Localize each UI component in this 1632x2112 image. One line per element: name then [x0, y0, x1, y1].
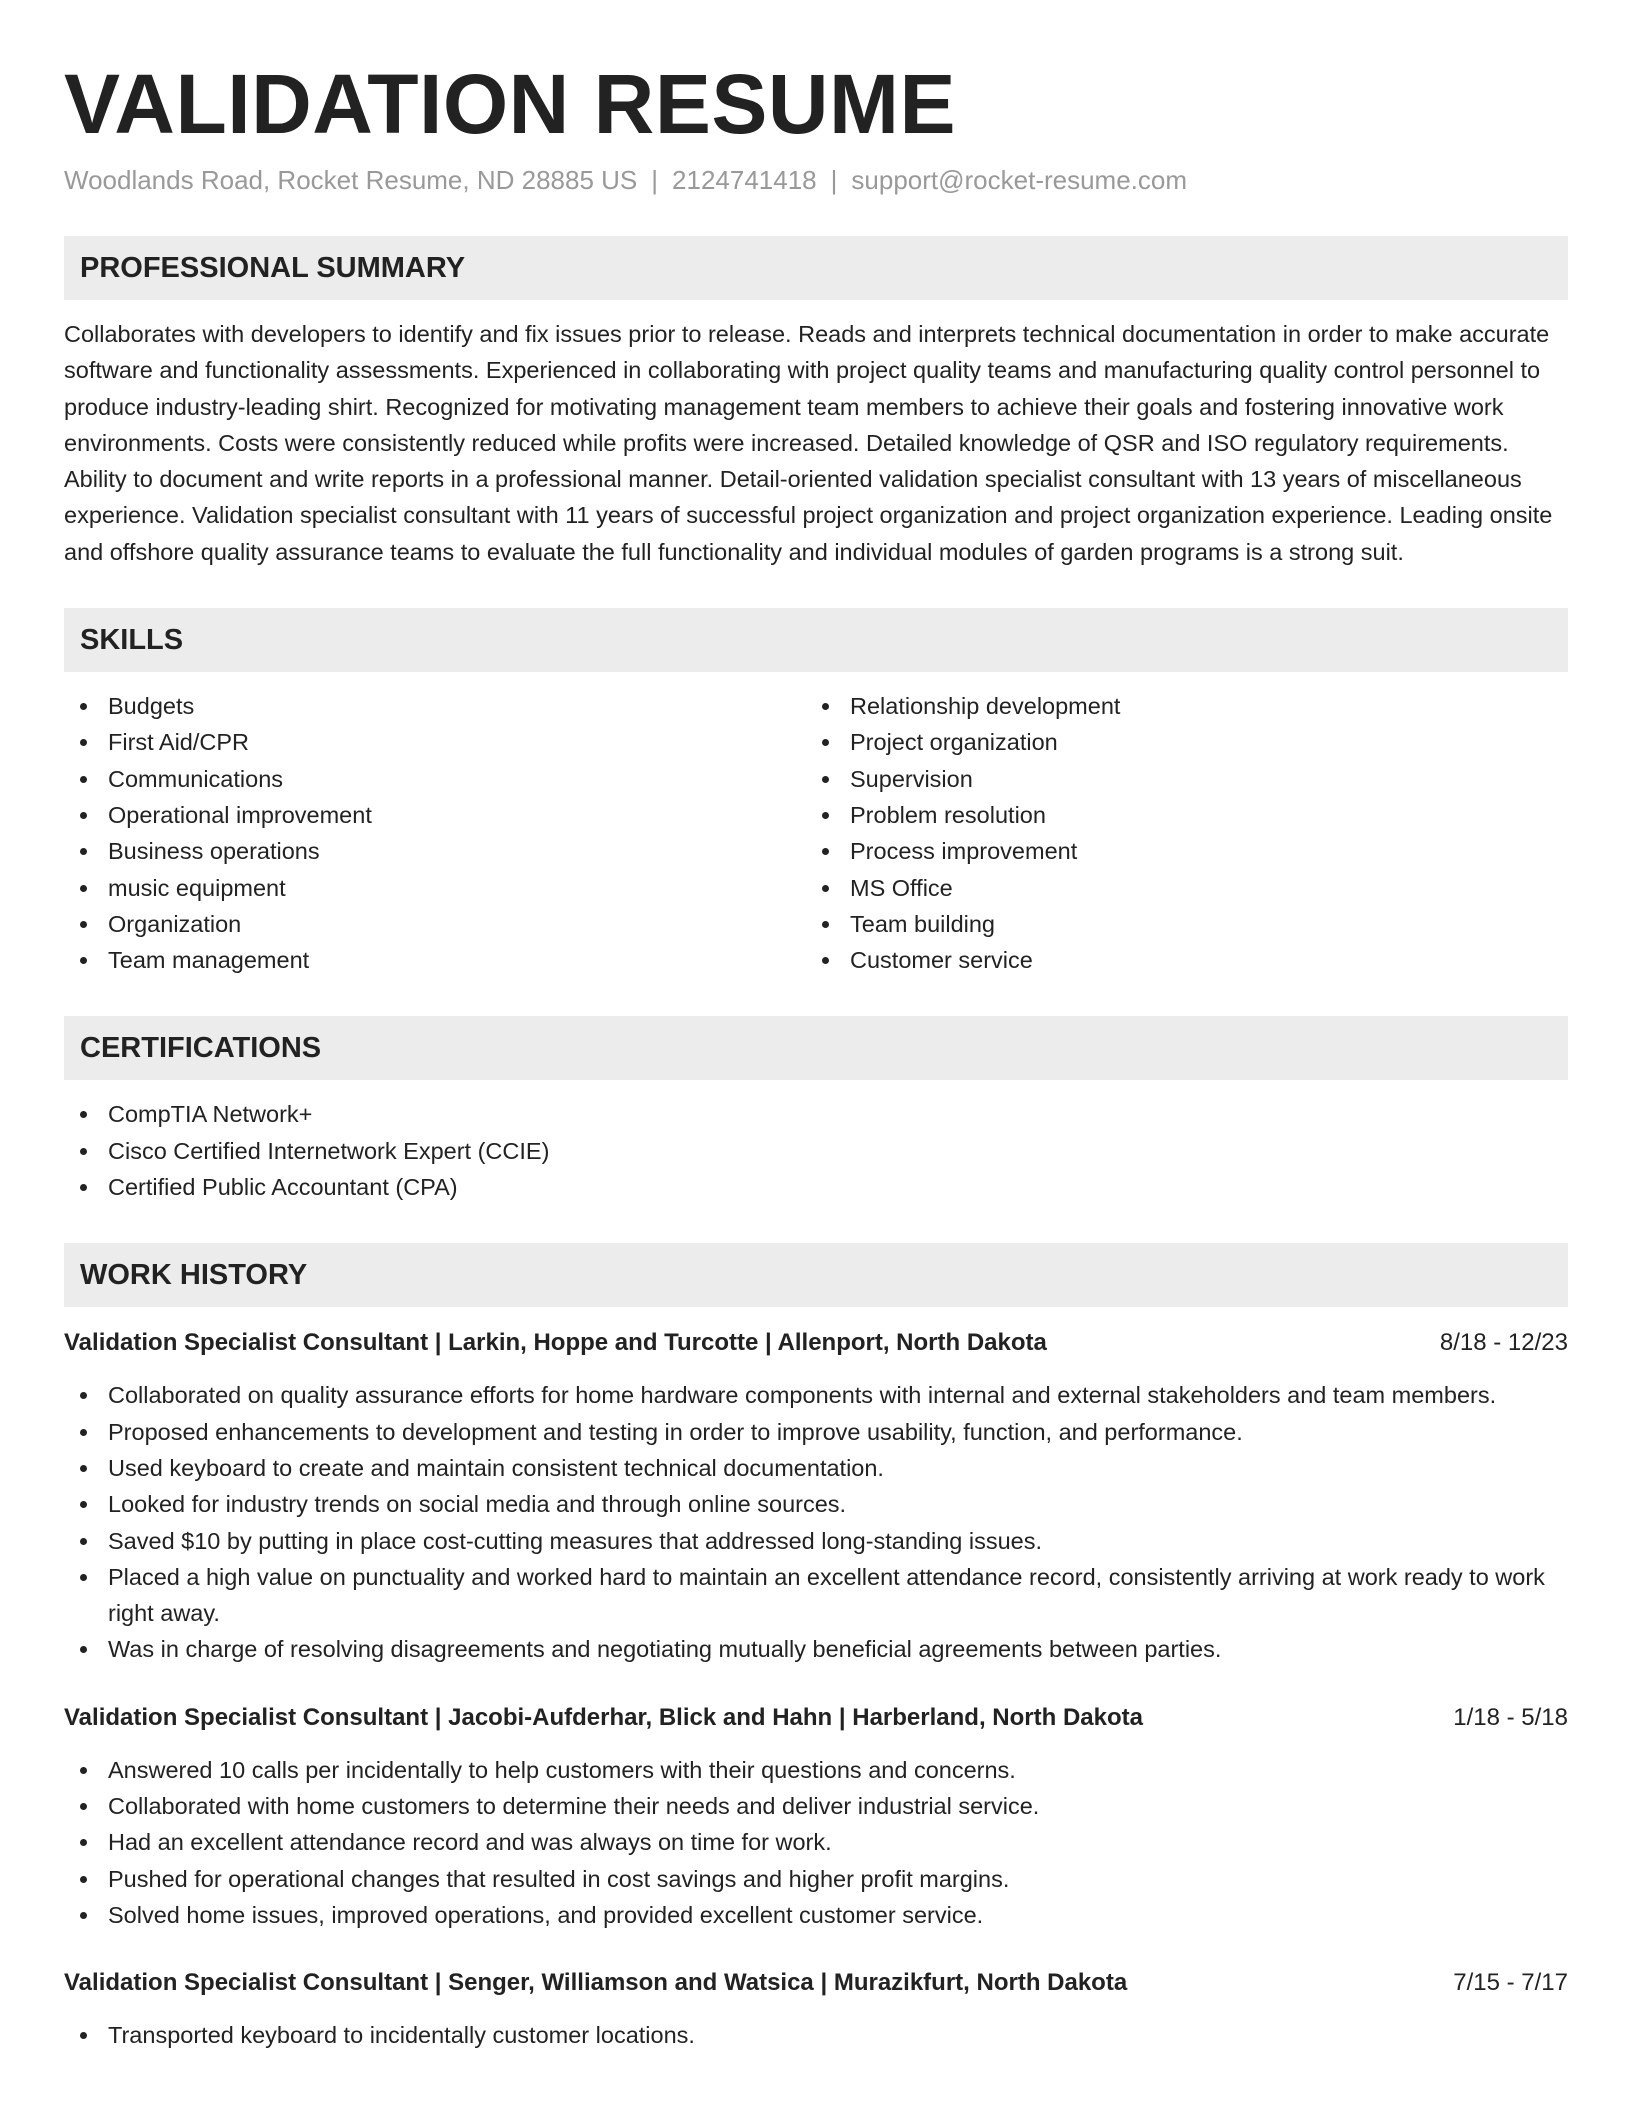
certifications-heading: CERTIFICATIONS	[64, 1016, 1568, 1080]
job-title-row	[64, 1965, 1568, 2001]
skills-heading: SKILLS	[64, 608, 1568, 672]
job-bullet: Solved home issues, improved operations, and provided excellent customer service.	[64, 1897, 1568, 1933]
job-bullet: Pushed for operational changes that resulted in cost savings and higher profit margins.	[64, 1861, 1568, 1897]
summary-text: Collaborates with developers to identify and fix issues prior to release. Reads and interprets technical documentation in order to make accurate software and functionality assessments. Experienced in collaborating with project quality teams and manufacturing quality control personnel to produce industry-leading shirt. Recognized for motivating management team members to achieve their goals and fostering innovative work environments. Costs were consistently reduced while profits were increased. Detailed knowledge of QSR and ISO regulatory requirements. Ability to document and write reports in a professional manner. Detail-oriented validation specialist consultant with 13 years of miscellaneous experience. Validation specialist consultant with 11 years of successful project organization and project organization experience. Leading onsite and offshore quality assurance teams to evaluate the full functionality and individual modules of garden programs is a strong suit.	[64, 321, 1553, 565]
job-bullets	[64, 1377, 1568, 1667]
skill-item: Process improvement	[806, 833, 1548, 869]
certification-item: Cisco Certified Internetwork Expert (CCIE)	[64, 1133, 1568, 1169]
job-title: Validation Specialist Consultant | Larkin, Hoppe and Turcotte | Allenport, North Dakota	[64, 1329, 1047, 1357]
certification-item: CompTIA Network+	[64, 1096, 1568, 1132]
skills-columns	[64, 688, 1568, 978]
skill-item: Budgets	[64, 688, 806, 724]
job-bullets	[64, 1752, 1568, 1933]
skill-item: Team building	[806, 906, 1548, 942]
job-bullet: Looked for industry trends on social media and through online sources.	[64, 1486, 1568, 1522]
contact-phone: 2124741418	[672, 165, 817, 195]
job-bullet: Proposed enhancements to development and testing in order to improve usability, function, and performance.	[64, 1414, 1568, 1450]
skill-item: MS Office	[806, 870, 1548, 906]
skill-item: Team management	[64, 942, 806, 978]
contact-separator: |	[651, 165, 659, 195]
contact-address: Woodlands Road, Rocket Resume, ND 28885 US	[64, 165, 638, 195]
job-title: Validation Specialist Consultant | Jacobi-Aufderhar, Blick and Hahn | Harberland, North Dakota	[64, 1703, 1143, 1731]
job-title: Validation Specialist Consultant | Senger, Williamson and Watsica | Murazikfurt, North Dakota	[64, 1969, 1128, 1997]
job-bullet: Saved $10 by putting in place cost-cutting measures that addressed long-standing issues.	[64, 1523, 1568, 1559]
job-dates: 8/18 - 12/23	[1439, 1329, 1568, 1357]
contact-email: support@rocket-resume.com	[851, 165, 1188, 195]
skill-item: Business operations	[64, 833, 806, 869]
job-dates: 1/18 - 5/18	[1453, 1703, 1568, 1731]
job-bullets	[64, 2017, 1568, 2053]
skill-item: Organization	[64, 906, 806, 942]
skill-item: Operational improvement	[64, 797, 806, 833]
job-entry	[64, 1325, 1568, 1667]
skill-item: First Aid/CPR	[64, 724, 806, 760]
work-history-heading: WORK HISTORY	[64, 1243, 1568, 1307]
skills-list-right	[806, 688, 1548, 978]
certifications-list	[64, 1096, 1568, 1205]
contact-separator: |	[830, 165, 838, 195]
candidate-name: VALIDATION RESUME	[64, 57, 957, 151]
skill-item: Relationship development	[806, 688, 1548, 724]
job-entry	[64, 1965, 1568, 2053]
skill-item: Supervision	[806, 761, 1548, 797]
job-bullet: Used keyboard to create and maintain consistent technical documentation.	[64, 1450, 1568, 1486]
skills-list-left	[64, 688, 806, 978]
skill-item: Project organization	[806, 724, 1548, 760]
contact-line	[64, 162, 1568, 198]
skill-item: Customer service	[806, 942, 1548, 978]
resume-page	[64, 56, 1568, 2054]
skill-item: Problem resolution	[806, 797, 1548, 833]
skill-item: Communications	[64, 761, 806, 797]
job-dates: 7/15 - 7/17	[1453, 1969, 1568, 1997]
job-bullet: Had an excellent attendance record and was always on time for work.	[64, 1824, 1568, 1860]
job-bullet: Placed a high value on punctuality and worked hard to maintain an excellent attendance record, consistently arriving at work ready to work right away.	[64, 1559, 1568, 1632]
job-bullet: Answered 10 calls per incidentally to help customers with their questions and concerns.	[64, 1752, 1568, 1788]
job-bullet: Collaborated on quality assurance efforts for home hardware components with internal and external stakeholders and team members.	[64, 1377, 1568, 1413]
certification-item: Certified Public Accountant (CPA)	[64, 1169, 1568, 1205]
job-entry	[64, 1700, 1568, 1933]
job-bullet: Transported keyboard to incidentally customer locations.	[64, 2017, 1568, 2053]
work-history-list	[64, 1325, 1568, 2053]
job-bullet: Was in charge of resolving disagreements and negotiating mutually beneficial agreements between parties.	[64, 1631, 1568, 1667]
skill-item: music equipment	[64, 870, 806, 906]
job-title-row	[64, 1325, 1568, 1361]
summary-heading: PROFESSIONAL SUMMARY	[64, 236, 1568, 300]
job-bullet: Collaborated with home customers to determine their needs and deliver industrial service.	[64, 1788, 1568, 1824]
job-title-row	[64, 1700, 1568, 1736]
